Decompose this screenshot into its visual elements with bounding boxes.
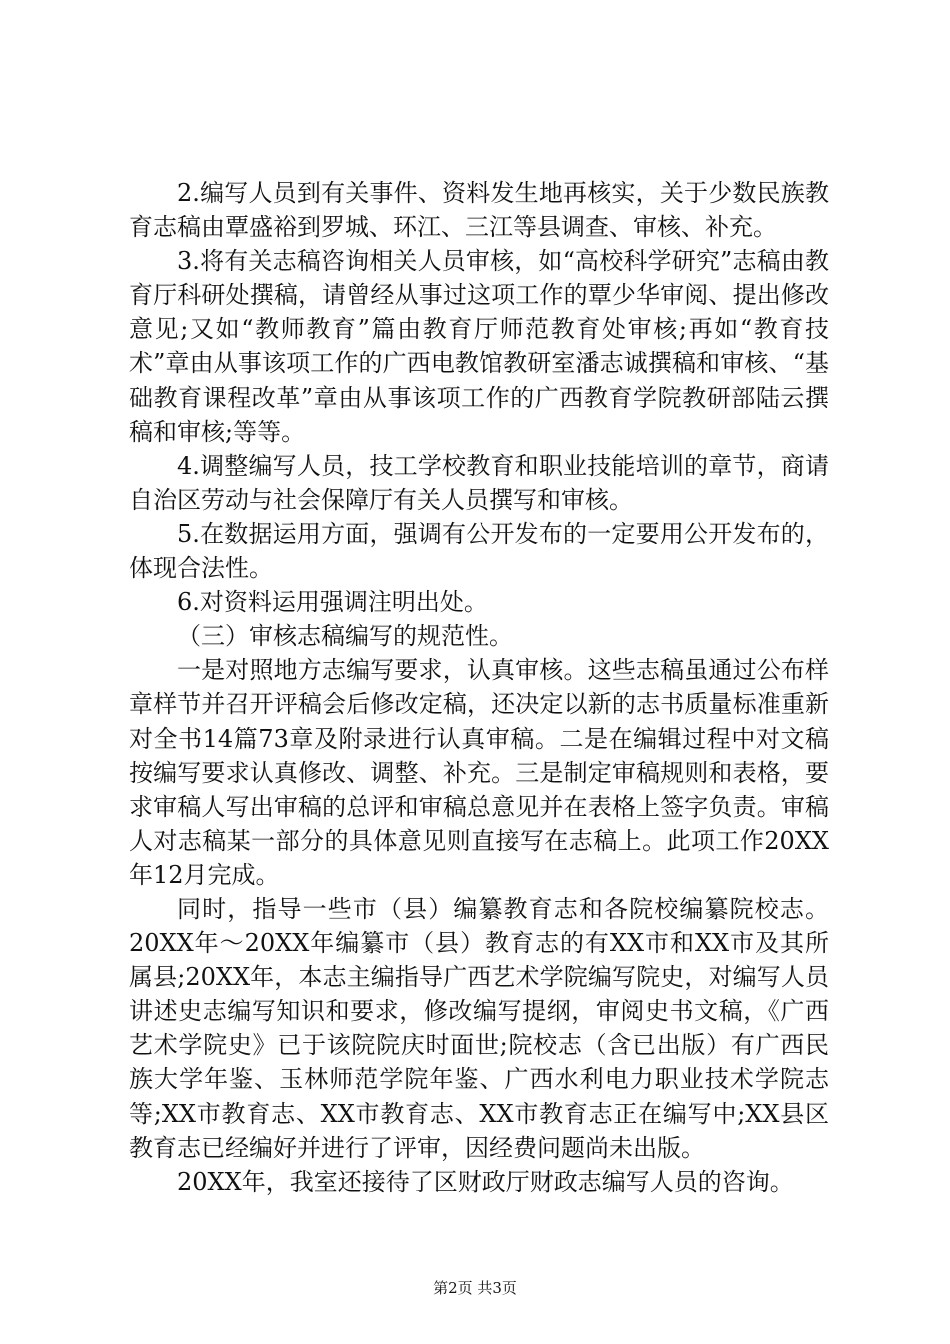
paragraph-consultation: 20XX年，我室还接待了区财政厅财政志编写人员的咨询。 xyxy=(177,1167,794,1196)
paragraph-item-2: 2.编写人员到有关事件、资料发生地再核实，关于少数民族教育志稿由覃盛裕到罗城、环江、三江等县调查、审核、补充。 xyxy=(129,179,829,242)
paragraph-guidance: 同时，指导一些市（县）编纂教育志和各院校编纂院校志。20XX年～20XX年编纂市（县）教育志的有XX市和XX市及其所属县;20XX年，本志主编指导广西艺术学院编写院史，对编写人员讲述史志编写知识和要求，修改编写提纲，审阅史书文稿，《广西艺术学院史》已于该院院庆时面世;院校志（含已出版）有广西民族大学年鉴、玉林师范学院年鉴、广西水利电力职业技术学院志等;XX市教育志、XX市教育志、XX市教育志正在编写中;XX县区教育志已经编好并进行了评审，因经费问题尚未出版。 xyxy=(129,894,829,1162)
paragraph-item-5: 5.在数据运用方面，强调有公开发布的一定要用公开发布的，体现合法性。 xyxy=(129,519,829,583)
page-number-label: 第2页 共3页 xyxy=(433,1279,517,1297)
paragraph-item-6: 6.对资料运用强调注明出处。 xyxy=(177,588,488,617)
paragraph-item-3: 3.将有关志稿咨询相关人员审核，如“高校科学研究”志稿由教育厅科研处撰稿，请曾经从事过这项工作的覃少华审阅、提出修改意见;又如“教师教育”篇由教育厅师范教育处审核;再如“教育技术”章由从事该项工作的广西电教馆教研室潘志诚撰稿和审核、“基础教育课程改革”章由从事该项工作的广西教育学院教研部陆云撰稿和审核;等等。 xyxy=(129,247,829,446)
page-footer xyxy=(0,1278,950,1298)
paragraph-review-process: 一是对照地方志编写要求，认真审核。这些志稿虽通过公布样章样节并召开评稿会后修改定稿，还决定以新的志书质量标准重新对全书14篇73章及附录进行认真审稿。二是在编辑过程中对文稿按编写要求认真修改、调整、补充。三是制定审稿规则和表格，要求审稿人写出审稿的总评和审稿总意见并在表格上签字负责。审稿人对志稿某一部分的具体意见则直接写在志稿上。此项工作20XX年12月完成。 xyxy=(129,656,829,889)
paragraph-item-4: 4.调整编写人员，技工学校教育和职业技能培训的章节，商请自治区劳动与社会保障厅有关人员撰写和审核。 xyxy=(129,451,829,514)
section-heading-review-standards: （三）审核志稿编写的规范性。 xyxy=(177,622,513,651)
document-body xyxy=(129,176,829,1199)
